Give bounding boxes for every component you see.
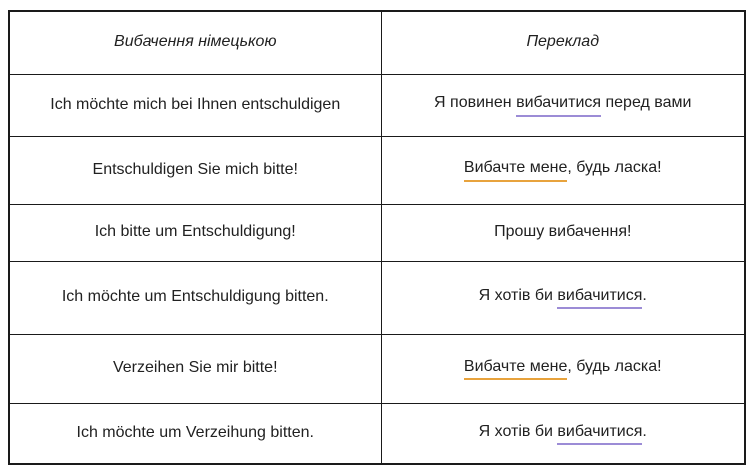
translation-text: . (642, 422, 647, 440)
table-row (9, 136, 745, 204)
table-body (9, 74, 745, 464)
translation-text: Я хотів би (478, 422, 558, 440)
header-translation-column: Переклад (381, 11, 745, 74)
translation-cell (381, 74, 745, 136)
translation-cell (381, 334, 745, 403)
apology-phrases-table (8, 10, 746, 465)
translation-cell (381, 204, 745, 261)
translation-text: , будь ласка! (567, 159, 662, 177)
table-row (9, 74, 745, 136)
translation-cell (381, 136, 745, 204)
table-row (9, 403, 745, 464)
german-phrase-cell: Ich bitte um Entschuldigung! (9, 204, 381, 261)
table-row (9, 261, 745, 334)
german-phrase-cell: Entschuldigen Sie mich bitte! (9, 136, 381, 204)
translation-cell (381, 403, 745, 464)
german-phrase-cell: Verzeihen Sie mir bitte! (9, 334, 381, 403)
translation-text: , будь ласка! (567, 357, 662, 375)
translation-cell (381, 261, 745, 334)
underlined-term-orange: Вибачте мене (464, 159, 567, 181)
header-row (9, 11, 745, 74)
table-row (9, 204, 745, 261)
german-phrase-cell: Ich möchte um Entschuldigung bitten. (9, 261, 381, 334)
underlined-term-purple: вибачитися (557, 287, 642, 309)
translation-text: Я хотів би (478, 286, 558, 304)
german-phrase-cell: Ich möchte mich bei Ihnen entschuldigen (9, 74, 381, 136)
header-german-column: Вибачення німецькою (9, 11, 381, 74)
translation-text: перед вами (601, 94, 692, 112)
translation-text: Я повинен (434, 94, 517, 112)
german-phrase-cell: Ich möchte um Verzeihung bitten. (9, 403, 381, 464)
underlined-term-purple: вибачитися (516, 94, 601, 116)
underlined-term-orange: Вибачте мене (464, 358, 567, 380)
translation-text: Прошу вибачення! (494, 223, 632, 241)
table-row (9, 334, 745, 403)
table-header (9, 11, 745, 74)
translation-text: . (642, 286, 647, 304)
underlined-term-purple: вибачитися (557, 423, 642, 445)
